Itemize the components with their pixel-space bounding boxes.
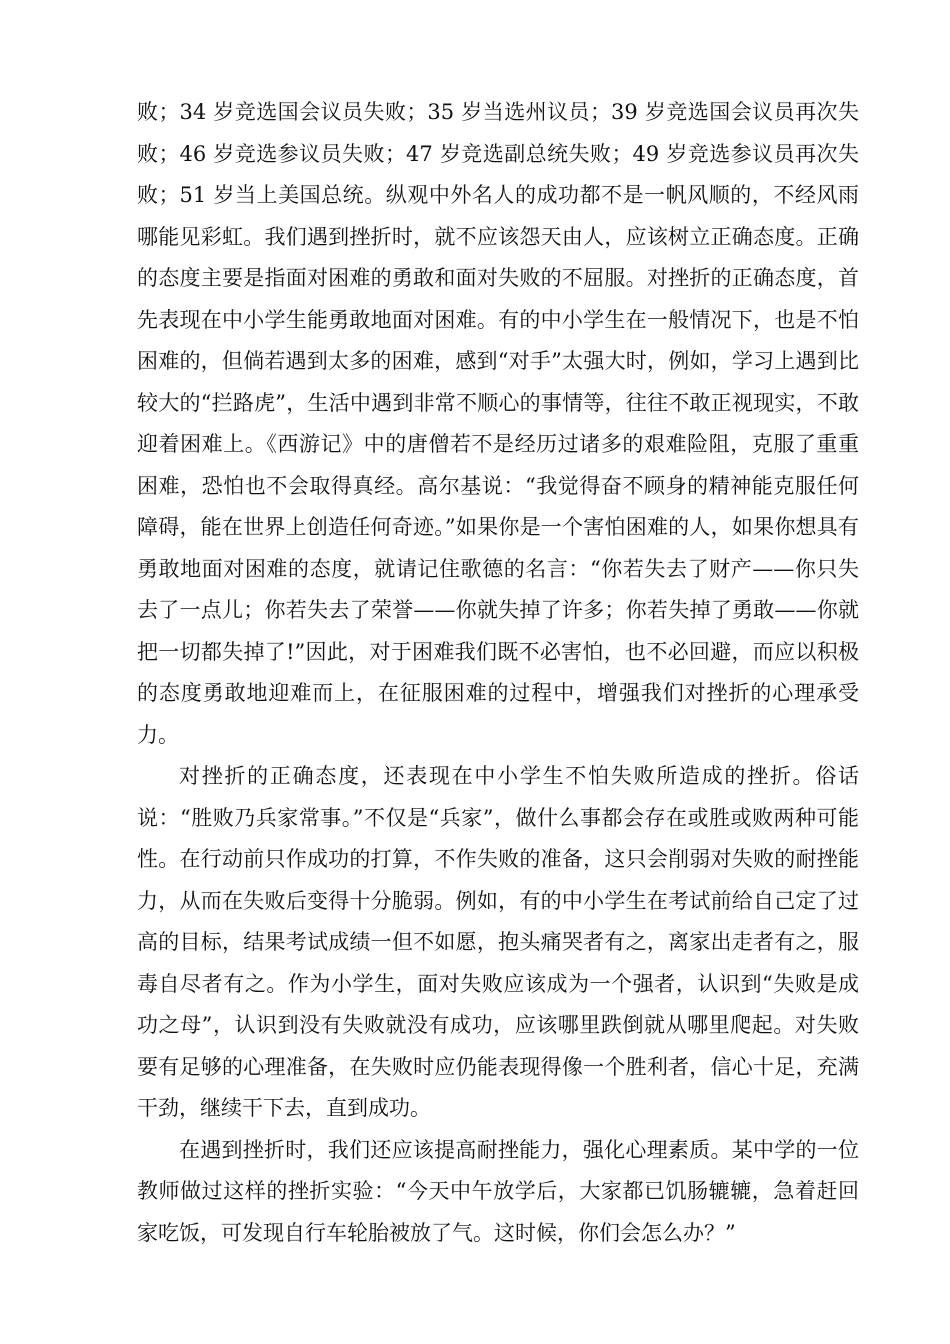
document-page — [137, 92, 859, 1254]
paragraph-continuation: 败；34 岁竞选国会议员失败；35 岁当选州议员；39 岁竞选国会议员再次失败；46 岁竞选参议员失败；47 岁竞选副总统失败；49 岁竞选参议员再次失败；51 岁当上美国总统。纵观中外名人的成功都不是一帆风顺的，不经风雨哪能见彩虹。我们遇到挫折时，就不应该怨天由人，应该树立正确态度。正确的态度主要是指面对困难的勇敢和面对失败的不屈服。对挫折的正确态度，首先表现在中小学生能勇敢地面对困难。有的中小学生在一般情况下，也是不怕困难的，但倘若遇到太多的困难，感到“对手”太强大时，例如，学习上遇到比较大的“拦路虎”，生活中遇到非常不顺心的事情等，往往不敢正视现实，不敢迎着困难上。《西游记》中的唐僧若不是经历过诸多的艰难险阻，克服了重重困难，恐怕也不会取得真经。高尔基说：“我觉得奋不顾身的精神能克服任何障碍，能在世界上创造任何奇迹。”如果你是一个害怕困难的人，如果你想具有勇敢地面对困难的态度，就请记住歌德的名言：“你若失去了财产——你只失去了一点儿；你若失去了荣誉——你就失掉了许多；你若失掉了勇敢——你就把一切都失掉了!”因此，对于困难我们既不必害怕，也不必回避，而应以积极的态度勇敢地迎难而上，在征服困难的过程中，增强我们对挫折的心理承受力。 — [137, 100, 859, 747]
paragraph-attitude-to-failure: 对挫折的正确态度，还表现在中小学生不怕失败所造成的挫折。俗话说：“胜败乃兵家常事。”不仅是“兵家”，做什么事都会存在或胜或败两种可能性。在行动前只作成功的打算，不作失败的准备，这只会削弱对失败的耐挫能力，从而在失败后变得十分脆弱。例如，有的中小学生在考试前给自己定了过高的目标，结果考试成绩一但不如愿，抱头痛哭者有之，离家出走者有之，服毒自尽者有之。作为小学生，面对失败应该成为一个强者，认识到“失败是成功之母”，认识到没有失败就没有成功，应该哪里跌倒就从哪里爬起。对失败要有足够的心理准备，在失败时应仍能表现得像一个胜利者，信心十足，充满干劲，继续干下去，直到成功。 — [137, 764, 859, 1120]
paragraph-frustration-tolerance: 在遇到挫折时，我们还应该提高耐挫能力，强化心理素质。某中学的一位教师做过这样的挫折实验：“今天中午放学后，大家都已饥肠辘辘，急着赶回家吃饭，可发现自行车轮胎被放了气。这时候，你们会怎么办？” — [137, 1137, 859, 1245]
